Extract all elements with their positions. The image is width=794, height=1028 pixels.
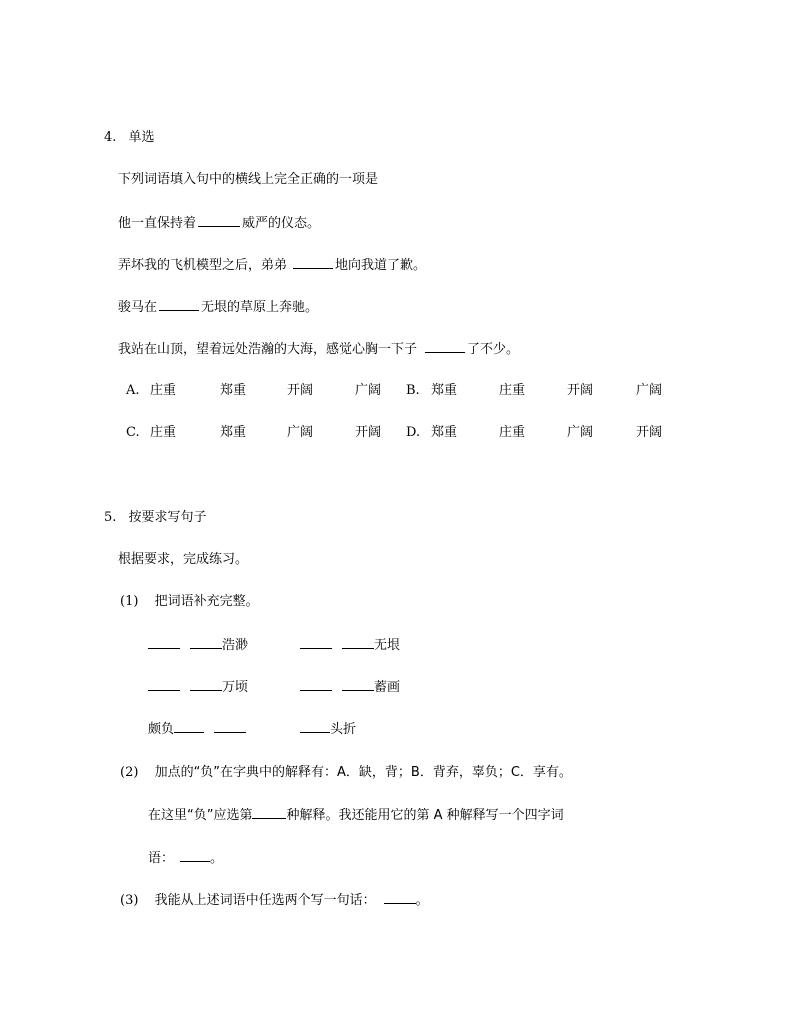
fill-word: 万顷 [222, 680, 249, 695]
option-a-letter: A. [126, 383, 140, 398]
q5-type: 按要求写句子 [128, 510, 207, 525]
q4-s1-blank[interactable] [198, 215, 240, 227]
fill-row-1b [300, 637, 400, 654]
fill-blank[interactable] [300, 679, 332, 691]
fill-word: 蓄画 [374, 680, 401, 695]
part-1-label: (1) [120, 594, 139, 609]
fill-blank[interactable] [300, 721, 330, 733]
q5-part-1 [120, 594, 259, 610]
part-2-blank-2[interactable] [180, 850, 210, 862]
part-2-blank-1[interactable] [252, 807, 286, 819]
option-c-word-1: 庄重 [150, 425, 177, 440]
q5-intro: 根据要求，完成练习。 [118, 552, 249, 567]
option-b-word-4: 广阔 [636, 383, 663, 398]
part-2-line-1: 加点的“负”在字典中的解释有：A．缺，背；B．背弃，辜负；C．享有。 [154, 765, 572, 780]
fill-blank[interactable] [148, 637, 180, 649]
option-d-letter: D. [406, 425, 421, 440]
fill-blank[interactable] [148, 679, 180, 691]
q4-stem: 下列词语填入句中的横线上完全正确的一项是 [118, 172, 379, 187]
option-a-word-3: 开阔 [287, 383, 314, 398]
q4-header [104, 130, 155, 146]
fill-blank[interactable] [342, 637, 374, 649]
q4-s2-blank[interactable] [293, 257, 333, 269]
option-c-word-2: 郑重 [220, 425, 247, 440]
fill-blank[interactable] [190, 679, 222, 691]
q4-sentence-4 [118, 341, 519, 358]
option-a-word-4: 广阔 [355, 383, 382, 398]
fill-word: 浩渺 [222, 638, 249, 653]
part-2-line-3-before: 语： [148, 851, 175, 866]
fill-row-1 [148, 637, 248, 654]
q5-part-2-line-3 [148, 850, 223, 867]
part-2-line-3-after: 。 [210, 851, 224, 866]
option-c-letter: C. [126, 425, 140, 440]
q4-s3-after: 无垠的草原上奔驰。 [201, 300, 319, 315]
part-3-after: 。 [415, 893, 429, 908]
option-c-word-4: 开阔 [355, 425, 382, 440]
q4-s4-after: 了不少。 [467, 342, 520, 357]
part-3-blank[interactable] [384, 892, 416, 904]
option-b-word-1: 郑重 [431, 383, 458, 398]
q5-part-3 [120, 892, 429, 909]
part-2-label: (2) [120, 765, 139, 780]
q5-number: 5. [104, 510, 117, 525]
q4-s1-before: 他一直保持着 [118, 216, 197, 231]
q4-s3-blank[interactable] [159, 299, 199, 311]
option-c-word-3: 广阔 [287, 425, 314, 440]
q5-part-2 [120, 765, 572, 781]
option-b-word-3: 开阔 [567, 383, 594, 398]
q4-s2-after: 地向我道了歉。 [335, 258, 427, 273]
option-d-word-4: 开阔 [636, 425, 663, 440]
option-a-word-1: 庄重 [150, 383, 177, 398]
q4-number: 4. [104, 130, 117, 145]
fill-blank[interactable] [214, 721, 246, 733]
q5-header [104, 510, 207, 526]
fill-row-2b [300, 679, 400, 696]
fill-word: 颇负 [148, 722, 175, 737]
q4-s1-after: 威严的仪态。 [242, 216, 321, 231]
q4-sentence-1 [118, 215, 320, 232]
q4-type: 单选 [128, 130, 155, 145]
part-3-label: (3) [120, 893, 139, 908]
q4-sentence-3 [118, 299, 318, 316]
fill-blank[interactable] [190, 637, 222, 649]
fill-blank[interactable] [174, 721, 204, 733]
part-1-text: 把词语补充完整。 [154, 594, 259, 609]
part-2-line-2-after: 种解释。我还能用它的第 A 种解释写一个四字词 [286, 808, 564, 823]
fill-row-3 [148, 721, 246, 738]
option-b-letter: B. [406, 383, 420, 398]
fill-row-3b [300, 721, 356, 738]
option-a-word-2: 郑重 [220, 383, 247, 398]
fill-blank[interactable] [300, 637, 332, 649]
option-d-word-2: 庄重 [499, 425, 526, 440]
fill-word: 无垠 [374, 638, 401, 653]
option-d-word-1: 郑重 [431, 425, 458, 440]
fill-blank[interactable] [342, 679, 374, 691]
option-d-word-3: 广阔 [567, 425, 594, 440]
part-2-line-2-before: 在这里“负”应选第 [148, 808, 253, 823]
fill-word: 头折 [330, 722, 357, 737]
q4-s4-blank[interactable] [425, 341, 465, 353]
q4-sentence-2 [118, 257, 426, 274]
fill-row-2 [148, 679, 248, 696]
q5-part-2-line-2 [148, 807, 564, 824]
q4-s4-before: 我站在山顶，望着远处浩瀚的大海，感觉心胸一下子 [118, 342, 418, 357]
q4-s3-before: 骏马在 [118, 300, 158, 315]
part-3-before: 我能从上述词语中任选两个写一句话： [154, 893, 376, 908]
option-b-word-2: 庄重 [499, 383, 526, 398]
q4-s2-before: 弄坏我的飞机模型之后，弟弟 [118, 258, 288, 273]
